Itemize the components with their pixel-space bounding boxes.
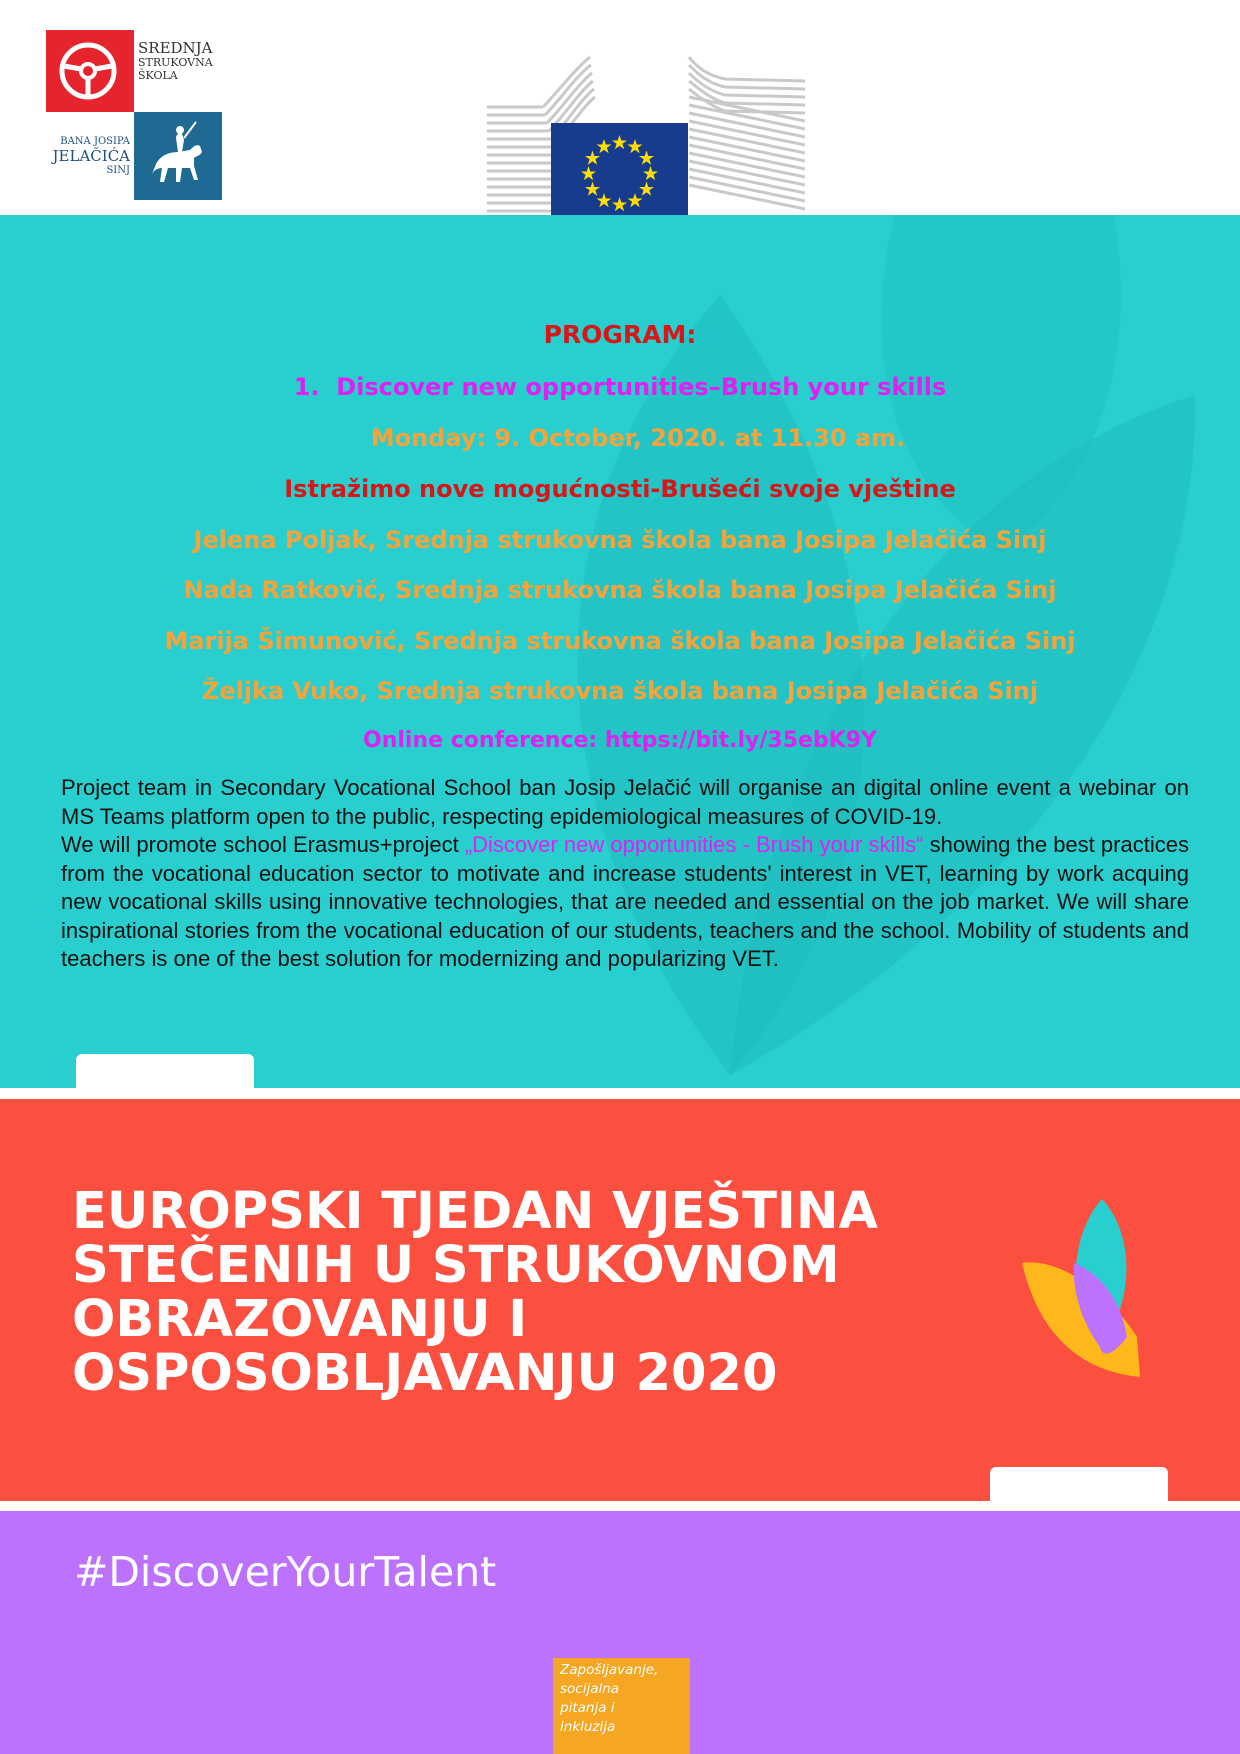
description-paragraph-1: Project team in Secondary Vocational School ban Josip Jelačić will organise an digital online event a webinar on MS Teams platform open to the public, respecting epidemiological measures of COVID-19. (61, 775, 1189, 829)
online-conference-label: Online conference: (363, 728, 598, 753)
hashtag: #DiscoverYourTalent (74, 1548, 497, 1596)
school-name-bottom (46, 136, 130, 176)
eu-stars-icon (551, 123, 688, 215)
online-conference (0, 728, 1240, 753)
description-paragraph-2-end: showing the best practices from the vocational education sector to motivate and increase students' interest in VET, learning by work acquing new vocational skills using innovative technologies, that are needed and essential on the job market. We will share inspirational stories from the vocational education of our students, teachers and the school. Mobility of students and teachers is one of the best solution for modernizing and popularizing VET. (61, 832, 1189, 971)
steering-wheel-icon (46, 30, 134, 112)
school-logo-line5: JELAČIĆA (52, 146, 130, 165)
white-tab (76, 1054, 254, 1090)
program-date: Monday: 9. October, 2020. at 11.30 am. (370, 424, 906, 452)
school-logo (46, 30, 226, 200)
employment-label-line3: pitanja i (560, 1700, 615, 1716)
school-logo-line4: BANA JOSIPA (60, 136, 130, 147)
speaker-1: Jelena Poljak, Srednja strukovna škola bana Josipa Jelačića Sinj (193, 526, 1047, 554)
flower-logo-icon (1012, 1197, 1152, 1397)
eu-flag (551, 123, 688, 215)
banner-title (72, 1182, 972, 1403)
banner-title-line1: EUROPSKI TJEDAN VJEŠTINA (72, 1182, 879, 1241)
online-conference-link[interactable]: https://bit.ly/35ebK9Y (604, 728, 877, 753)
description-paragraph-2-start: We will promote school Erasmus+project (61, 832, 459, 857)
horse-rider-icon (134, 112, 222, 200)
speaker-3: Marija Šimunović, Srednja strukovna škola bana Josipa Jelačića Sinj (164, 627, 1076, 655)
banner-title-line4: OSPOSOBLJAVANJU 2020 (72, 1344, 778, 1403)
program-item-number: 1. (293, 373, 320, 401)
program-item-title (0, 373, 1240, 401)
banner-title-line3: OBRAZOVANJU I (72, 1290, 528, 1349)
employment-label-line4: inkluzija (560, 1719, 616, 1735)
program-croatian-title: Istražimo nove mogućnosti-Brušeći svoje vještine (284, 475, 956, 503)
speaker-4: Željka Vuko, Srednja strukovna škola bana Josipa Jelačića Sinj (201, 677, 1039, 705)
steering-wheel-emblem (46, 30, 134, 112)
school-logo-line2: STRUKOVNA (138, 56, 213, 70)
school-logo-line3: ŠKOLA (138, 68, 178, 82)
project-name-highlight: „Discover new opportunities - Brush your skills“ (464, 832, 924, 857)
description-paragraph-2 (61, 831, 1189, 974)
employment-label-line2: socijalna (560, 1681, 620, 1697)
school-logo-line1: SREDNJA (138, 39, 213, 57)
program-item-text: Discover new opportunities–Brush your skills (336, 373, 947, 401)
school-logo-line6: SINJ (106, 164, 130, 176)
banner-title-line2: STEČENIH U STRUKOVNOM (72, 1236, 840, 1295)
event-description (61, 774, 1189, 974)
employment-label-line1: Zapošljavanje, (560, 1662, 659, 1678)
section-divider-2 (0, 1501, 1240, 1511)
program-heading: PROGRAM: (543, 320, 697, 349)
horseman-emblem (134, 112, 222, 200)
white-tab-right (990, 1467, 1168, 1501)
section-divider (0, 1088, 1240, 1099)
employment-label (560, 1661, 658, 1737)
employment-label-box (553, 1658, 690, 1754)
school-name-top (138, 40, 213, 83)
speaker-2: Nada Ratković, Srednja strukovna škola bana Josipa Jelačića Sinj (183, 576, 1057, 604)
